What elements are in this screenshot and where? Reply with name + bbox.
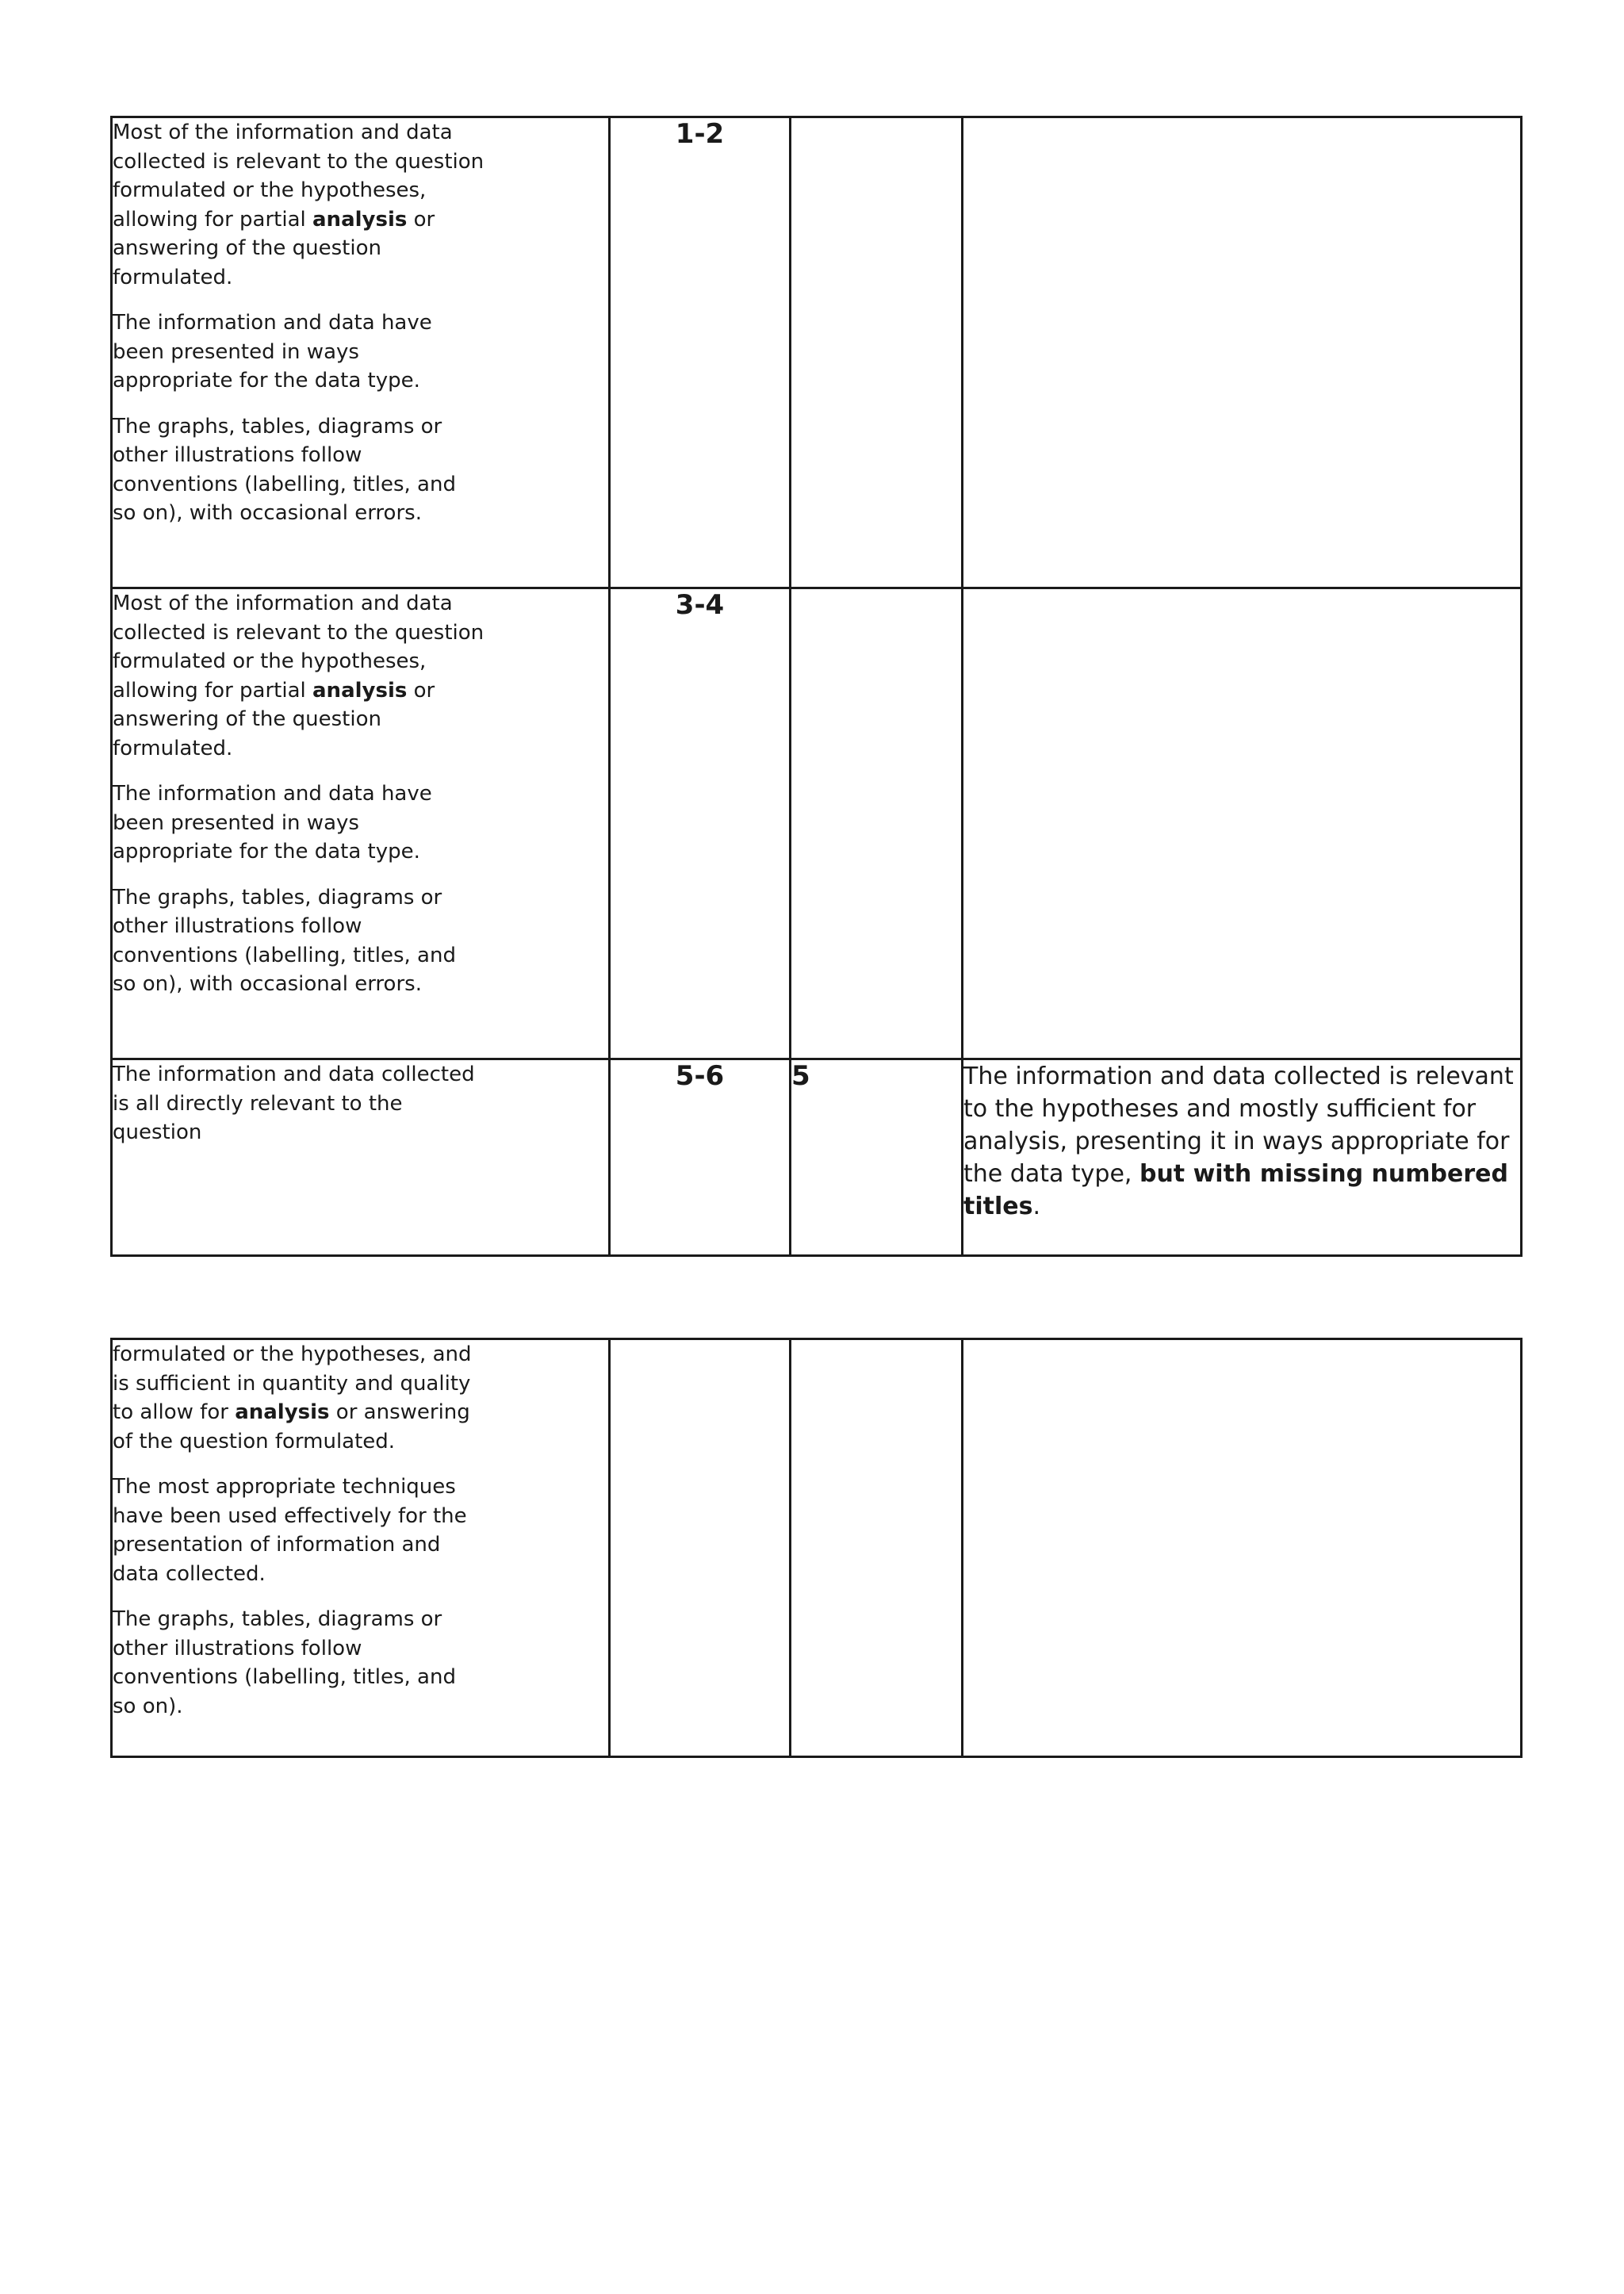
descriptor-cell [112, 1059, 610, 1256]
descriptor-paragraph: Most of the information and data collected is relevant to the question formulated or the hypotheses, allowing for partial analysis or answering of the question formulated. [113, 592, 485, 760]
mark-cell [791, 1339, 963, 1757]
table-row [112, 117, 1522, 588]
table-row [112, 1339, 1522, 1757]
descriptor-paragraph: Most of the information and data collected is relevant to the question formulated or the hypotheses, allowing for partial analysis or answering of the question formulated. [113, 121, 485, 289]
descriptor-paragraph: The graphs, tables, diagrams or other illustrations follow conventions (labelling, titles, and so on), with occasional errors. [113, 414, 456, 525]
mark-cell: 5 [791, 1059, 963, 1256]
descriptor-paragraph: The most appropriate techniques have been used effectively for the presentation of information and data collected. [113, 1475, 467, 1586]
descriptor-cell [112, 1339, 610, 1757]
descriptor-paragraph: The graphs, tables, diagrams or other illustrations follow conventions (labelling, titles, and so on). [113, 1607, 456, 1718]
level-cell: 5-6 [610, 1059, 791, 1256]
comment-cell: The information and data collected is relevant to the hypotheses and mostly sufficient for analysis, presenting it in ways appropriate for the data type, but with missing numbered titles. [963, 1059, 1522, 1256]
level-cell: 1-2 [610, 117, 791, 588]
rubric-table-top [110, 116, 1522, 1257]
descriptor-paragraph: formulated or the hypotheses, and is sufficient in quantity and quality to allow for analysis or answering of the question formulated. [113, 1342, 472, 1453]
mark-cell [791, 588, 963, 1059]
table-row [112, 588, 1522, 1059]
descriptor-paragraph: The graphs, tables, diagrams or other illustrations follow conventions (labelling, titles, and so on), with occasional errors. [113, 885, 456, 996]
comment-cell [963, 1339, 1522, 1757]
descriptor-cell [112, 588, 610, 1059]
descriptor-paragraph: The information and data collected is all directly relevant to the question [113, 1063, 475, 1144]
comment-cell [963, 117, 1522, 588]
descriptor-paragraph: The information and data have been presented in ways appropriate for the data type. [113, 782, 432, 864]
descriptor-paragraph: The information and data have been presented in ways appropriate for the data type. [113, 311, 432, 393]
comment-cell [963, 588, 1522, 1059]
mark-cell [791, 117, 963, 588]
descriptor-cell [112, 117, 610, 588]
level-cell: 3-4 [610, 588, 791, 1059]
table-row [112, 1059, 1522, 1256]
rubric-table-continued [110, 1338, 1522, 1758]
level-cell [610, 1339, 791, 1757]
